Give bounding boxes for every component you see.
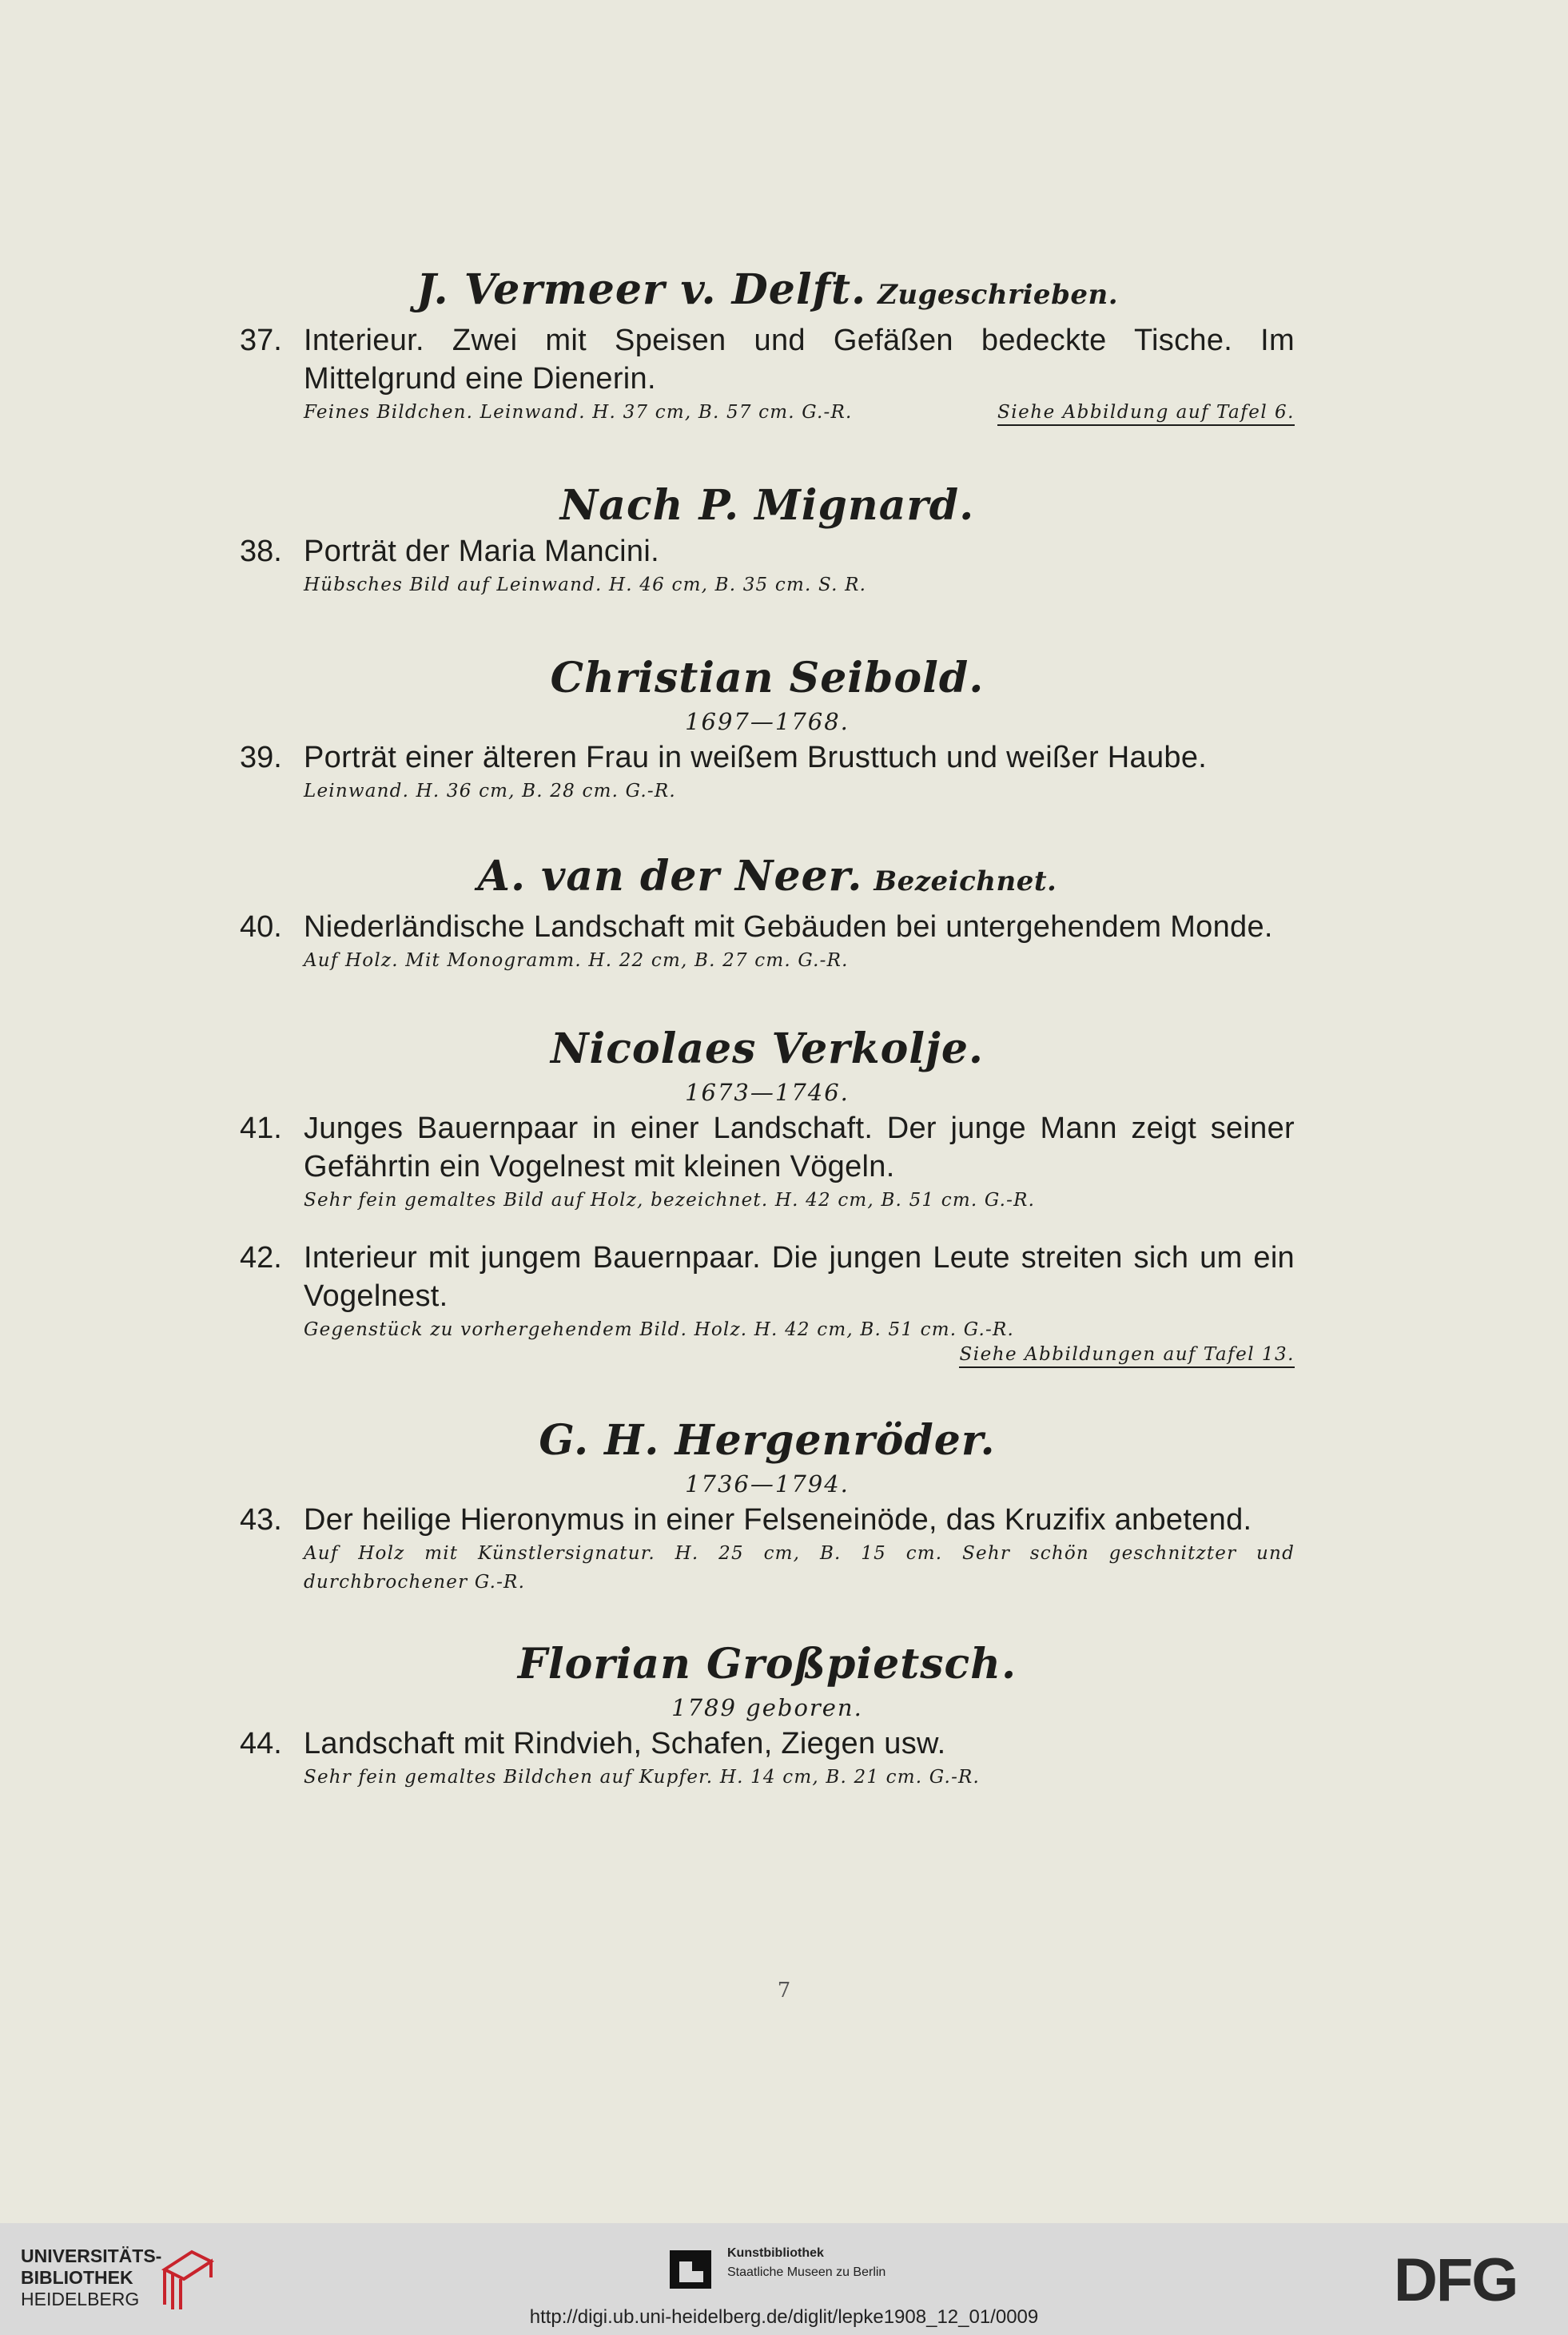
artist-section bbox=[240, 1023, 1295, 1365]
library-name-line: UNIVERSITÄTS- bbox=[21, 2245, 162, 2266]
artist-heading bbox=[240, 850, 1295, 908]
artist-name: Nicolaes Verkolje. bbox=[550, 1024, 985, 1073]
entry-detail: Leinwand. H. 36 cm, B. 28 cm. G.-R. bbox=[304, 781, 676, 802]
artist-heading bbox=[240, 1023, 1295, 1076]
university-library-logo[interactable] bbox=[21, 2245, 161, 2310]
plate-reference: Siehe Abbildung auf Tafel 6. bbox=[997, 402, 1295, 426]
kunstbibliothek-subtitle: Staatliche Museen zu Berlin bbox=[727, 2265, 886, 2279]
kunstbibliothek-icon bbox=[668, 2247, 713, 2292]
artist-note: Bezeichnet. bbox=[874, 865, 1057, 897]
entry-number: 44. bbox=[240, 1727, 282, 1760]
entry-detail: Auf Holz. Mit Monogramm. H. 22 cm, B. 27 cm. G.-R. bbox=[304, 950, 849, 971]
artist-name: A. van der Neer. bbox=[477, 852, 863, 901]
entry-detail: Auf Holz mit Künstlersignatur. H. 25 cm, B. 15 cm. Sehr schön geschnitzter und durchbrochener G.-R. bbox=[304, 1543, 1295, 1593]
entry-number: 37. bbox=[240, 324, 282, 357]
artist-note: Zugeschrieben. bbox=[878, 279, 1119, 311]
catalog-entry bbox=[240, 908, 1295, 975]
entry-number: 38. bbox=[240, 535, 282, 568]
entry-title: Interieur. Zwei mit Speisen und Gefäßen bedeckte Tische. Im Mittelgrund eine Dienerin. bbox=[304, 324, 1295, 396]
digitization-footer bbox=[0, 2223, 1568, 2335]
library-name-line: BIBLIOTHEK bbox=[21, 2267, 133, 2288]
catalog-entry bbox=[240, 321, 1295, 427]
artist-name: G. H. Hergenröder. bbox=[539, 1416, 996, 1465]
life-dates: 1673—1746. bbox=[685, 1079, 850, 1106]
artist-name: Christian Seibold. bbox=[550, 654, 985, 702]
entry-detail-row bbox=[304, 398, 1295, 427]
artist-heading bbox=[240, 1414, 1295, 1467]
entry-detail: Sehr fein gemaltes Bildchen auf Kupfer. H. 14 cm, B. 21 cm. G.-R. bbox=[304, 1767, 981, 1788]
artist-section bbox=[240, 652, 1295, 806]
entry-title: Porträt einer älteren Frau in weißem Brusttuch und weißer Haube. bbox=[304, 741, 1208, 774]
catalog-entry bbox=[240, 1239, 1295, 1365]
artist-section bbox=[240, 1414, 1295, 1597]
artist-heading bbox=[240, 264, 1295, 321]
catalog-entry bbox=[240, 532, 1295, 599]
artist-heading bbox=[240, 1638, 1295, 1691]
entry-title: Porträt der Maria Mancini. bbox=[304, 535, 659, 568]
entry-title: Der heilige Hieronymus in einer Felseneinöde, das Kruzifix anbetend. bbox=[304, 1503, 1252, 1537]
entry-detail: Feines Bildchen. Leinwand. H. 37 cm, B. 57 cm. G.-R. bbox=[304, 402, 853, 423]
artist-section bbox=[240, 850, 1295, 975]
page-number: 7 bbox=[777, 1979, 791, 2003]
catalog-content bbox=[240, 264, 1295, 1792]
artist-heading bbox=[240, 652, 1295, 705]
entry-number: 40. bbox=[240, 910, 282, 944]
permalink-url[interactable]: http://digi.ub.uni-heidelberg.de/diglit/lepke1908_12_01/0009 bbox=[529, 2306, 1039, 2328]
entry-number: 39. bbox=[240, 741, 282, 774]
catalog-entry bbox=[240, 1501, 1295, 1597]
entry-title: Niederländische Landschaft mit Gebäuden bei untergehendem Monde. bbox=[304, 910, 1273, 944]
catalog-entry bbox=[240, 1109, 1295, 1215]
artist-name: Nach P. Mignard. bbox=[559, 481, 975, 530]
dfg-logo[interactable]: DFG bbox=[1394, 2246, 1518, 2314]
entry-number: 43. bbox=[240, 1503, 282, 1537]
plate-reference: Siehe Abbildungen auf Tafel 13. bbox=[959, 1344, 1295, 1368]
entry-detail: Gegenstück zu vorhergehendem Bild. Holz. H. 42 cm, B. 51 cm. G.-R. bbox=[304, 1319, 1015, 1340]
artist-section bbox=[240, 264, 1295, 427]
life-dates: 1697—1768. bbox=[685, 708, 850, 735]
kunstbibliothek-text bbox=[727, 2244, 935, 2282]
catalog-entry bbox=[240, 1724, 1295, 1792]
artist-name: Florian Großpietsch. bbox=[517, 1640, 1017, 1689]
artist-section bbox=[240, 1638, 1295, 1792]
entry-detail: Sehr fein gemaltes Bild auf Holz, bezeichnet. H. 42 cm, B. 51 cm. G.-R. bbox=[304, 1190, 1036, 1211]
entry-title: Junges Bauernpaar in einer Landschaft. Der junge Mann zeigt seiner Gefährtin ein Vogelnest mit kleinen Vögeln. bbox=[304, 1112, 1295, 1183]
plate-reference-row bbox=[304, 1344, 1295, 1365]
artist-name: J. Vermeer v. Delft. bbox=[416, 265, 867, 314]
entry-title: Landschaft mit Rindvieh, Schafen, Ziegen usw. bbox=[304, 1727, 946, 1760]
catalog-entry bbox=[240, 738, 1295, 806]
ub-heidelberg-mark-icon bbox=[157, 2245, 217, 2313]
library-name-line: HEIDELBERG bbox=[21, 2289, 140, 2309]
life-dates: 1736—1794. bbox=[685, 1470, 850, 1498]
life-dates: 1789 geboren. bbox=[671, 1694, 863, 1721]
entry-detail: Hübsches Bild auf Leinwand. H. 46 cm, B. 35 cm. S. R. bbox=[304, 575, 867, 595]
artist-heading bbox=[240, 479, 1295, 532]
entry-number: 41. bbox=[240, 1112, 282, 1145]
artist-section bbox=[240, 479, 1295, 599]
entry-number: 42. bbox=[240, 1241, 282, 1275]
entry-title: Interieur mit jungem Bauernpaar. Die jungen Leute streiten sich um ein Vogelnest. bbox=[304, 1241, 1295, 1313]
kunstbibliothek-title: Kunstbibliothek bbox=[727, 2246, 824, 2260]
